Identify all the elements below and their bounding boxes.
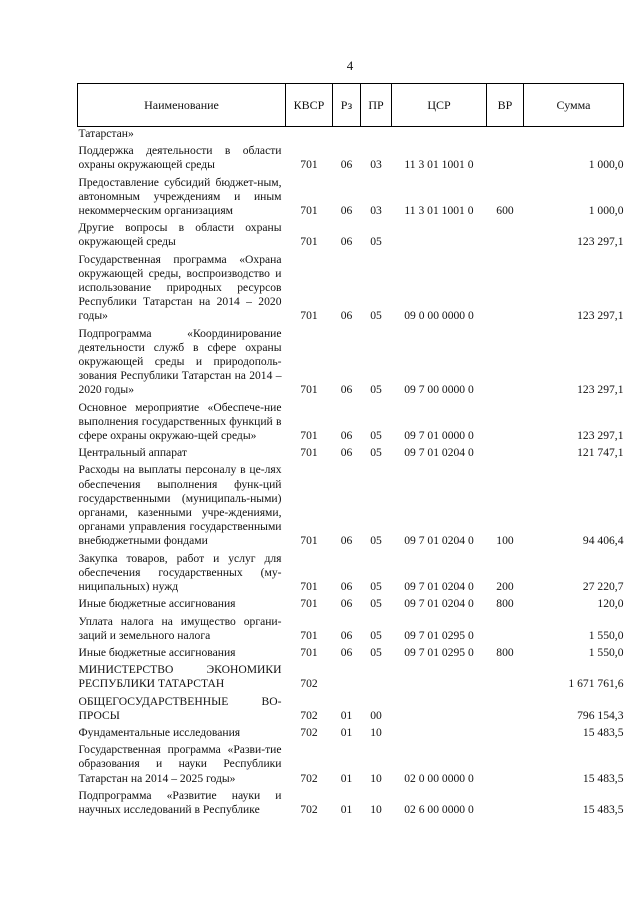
header-pr: ПР xyxy=(361,84,392,127)
cell-kvsr: 702 xyxy=(300,771,318,785)
cell-name: Центральный аппарат xyxy=(78,446,187,460)
cell-pr: 10 xyxy=(370,771,382,785)
cell-csr xyxy=(392,695,487,726)
cell-csr: 09 7 00 0000 0 xyxy=(404,383,474,397)
table-row xyxy=(78,743,624,789)
cell-kvsr: 701 xyxy=(300,645,318,659)
cell-csr: 09 7 01 0000 0 xyxy=(404,429,474,443)
cell-rz: 06 xyxy=(340,383,353,397)
cell-sum: 1 550,0 xyxy=(588,628,624,642)
table-row xyxy=(78,597,624,614)
table-row xyxy=(78,552,624,598)
cell-pr: 05 xyxy=(370,235,382,249)
cell-vr xyxy=(487,253,524,327)
header-kvsr: КВСР xyxy=(286,84,333,127)
table-row xyxy=(78,789,624,820)
cell-sum: 123 297,1 xyxy=(577,429,624,443)
cell-sum: 1 550,0 xyxy=(588,645,624,659)
cell-rz: 01 xyxy=(340,771,353,785)
cell-pr: 03 xyxy=(370,158,382,172)
cell-kvsr: 701 xyxy=(300,429,318,443)
header-vr: ВР xyxy=(487,84,524,127)
cell-sum: 123 297,1 xyxy=(577,383,624,397)
table-row xyxy=(78,646,624,663)
cell-rz: 01 xyxy=(340,708,353,722)
cell-sum: 1 000,0 xyxy=(588,204,624,218)
cell-kvsr xyxy=(286,127,333,145)
header-name: Наименование xyxy=(78,84,286,127)
cell-kvsr: 701 xyxy=(300,628,318,642)
cell-vr xyxy=(487,127,524,145)
cell-sum: 120,0 xyxy=(597,597,624,611)
table-row xyxy=(78,695,624,726)
cell-rz: 06 xyxy=(340,645,353,659)
cell-vr xyxy=(487,663,524,694)
cell-csr: 02 0 00 0000 0 xyxy=(404,771,474,785)
cell-csr xyxy=(392,663,487,694)
cell-name: Уплата налога на имущество органи-заций и земельного налога xyxy=(78,614,282,642)
table-row xyxy=(78,327,624,401)
table-header xyxy=(78,84,624,127)
cell-rz: 06 xyxy=(340,534,353,548)
cell-vr xyxy=(487,615,524,646)
cell-pr: 05 xyxy=(370,597,382,611)
table-row xyxy=(78,176,624,222)
cell-vr xyxy=(487,789,524,820)
cell-rz: 06 xyxy=(340,446,353,460)
cell-vr xyxy=(487,743,524,789)
table-row xyxy=(78,726,624,743)
cell-kvsr: 701 xyxy=(300,534,318,548)
budget-table xyxy=(77,83,624,820)
table-row xyxy=(78,253,624,327)
cell-name: Государственная программа «Разви-тие образования и науки Республики Татарстан на 2014 – 2025 годы» xyxy=(78,743,282,785)
cell-csr: 09 7 01 0204 0 xyxy=(404,597,474,611)
cell-csr: 09 7 01 0295 0 xyxy=(404,645,474,659)
cell-kvsr: 701 xyxy=(300,204,318,218)
cell-kvsr: 701 xyxy=(300,309,318,323)
cell-pr xyxy=(361,127,392,145)
cell-sum: 27 220,7 xyxy=(582,580,624,594)
cell-csr xyxy=(392,221,487,252)
table-row xyxy=(78,463,624,551)
cell-pr: 10 xyxy=(370,802,382,816)
cell-kvsr: 701 xyxy=(300,158,318,172)
table-row xyxy=(78,446,624,463)
cell-name: ОБЩЕГОСУДАРСТВЕННЫЕ ВО-ПРОСЫ xyxy=(78,694,282,722)
cell-pr: 10 xyxy=(370,725,382,739)
cell-csr: 09 7 01 0204 0 xyxy=(404,580,474,594)
table-row xyxy=(78,663,624,694)
cell-name: Татарстан» xyxy=(78,127,134,140)
cell-kvsr: 702 xyxy=(300,725,318,739)
table-row xyxy=(78,615,624,646)
table-row xyxy=(78,127,624,145)
cell-rz: 06 xyxy=(340,158,353,172)
cell-rz: 06 xyxy=(340,429,353,443)
cell-name: Подпрограмма «Координирование деятельности служб в сфере охраны окружающей среды и природополь-зования Республики Татарстан на 2014 – 2020 годы» xyxy=(78,326,282,397)
cell-vr xyxy=(487,726,524,743)
cell-pr: 03 xyxy=(370,204,382,218)
cell-name: Подпрограмма «Развитие науки и научных исследований в Республике xyxy=(78,788,282,816)
header-csr: ЦСР xyxy=(392,84,487,127)
cell-name: Другие вопросы в области охраны окружающей среды xyxy=(78,221,282,249)
cell-kvsr: 701 xyxy=(300,235,318,249)
cell-pr: 05 xyxy=(370,446,382,460)
cell-rz xyxy=(333,663,361,694)
cell-rz: 06 xyxy=(340,597,353,611)
cell-kvsr: 702 xyxy=(300,802,318,816)
cell-pr: 05 xyxy=(370,645,382,659)
cell-pr: 05 xyxy=(370,628,382,642)
cell-pr: 05 xyxy=(370,309,382,323)
cell-rz: 06 xyxy=(340,204,353,218)
cell-name: Государственная программа «Охрана окружающей среды, воспроизводство и использование природных ресурсов Республики Татарстан на 2014 – 2020 годы» xyxy=(78,252,282,323)
cell-vr: 600 xyxy=(496,204,514,218)
table-body xyxy=(78,127,624,821)
cell-sum: 15 483,5 xyxy=(582,725,624,739)
cell-csr: 11 3 01 1001 0 xyxy=(404,204,474,218)
cell-sum: 1 000,0 xyxy=(588,158,624,172)
cell-name: Поддержка деятельности в области охраны окружающей среды xyxy=(78,144,282,172)
cell-vr: 200 xyxy=(496,580,514,594)
header-rz: Рз xyxy=(333,84,361,127)
cell-rz: 06 xyxy=(340,580,353,594)
cell-kvsr: 702 xyxy=(300,677,318,691)
cell-vr xyxy=(487,446,524,463)
cell-sum xyxy=(524,127,624,145)
cell-sum: 123 297,1 xyxy=(577,309,624,323)
cell-sum: 15 483,5 xyxy=(582,802,624,816)
cell-pr: 05 xyxy=(370,534,382,548)
cell-sum: 94 406,4 xyxy=(582,534,624,548)
cell-vr: 100 xyxy=(496,534,514,548)
cell-csr: 11 3 01 1001 0 xyxy=(404,158,474,172)
cell-csr: 09 0 00 0000 0 xyxy=(404,309,474,323)
cell-csr: 09 7 01 0204 0 xyxy=(404,534,474,548)
cell-csr xyxy=(392,726,487,743)
cell-name: Иные бюджетные ассигнования xyxy=(78,597,236,611)
header-sum: Сумма xyxy=(524,84,624,127)
cell-name: Расходы на выплаты персоналу в це-лях обеспечения выполнения функ-ций государственными (муниципаль-ными) органами, казенными учре-ждениями, органами управления государственными внебюджетными фондами xyxy=(78,463,282,548)
cell-vr xyxy=(487,144,524,175)
cell-pr: 05 xyxy=(370,383,382,397)
cell-kvsr: 701 xyxy=(300,597,318,611)
cell-name: Предоставление субсидий бюджет-ным, автономным учреждениям и иным некоммерческим организациям xyxy=(78,175,282,218)
cell-sum: 15 483,5 xyxy=(582,771,624,785)
cell-vr xyxy=(487,221,524,252)
cell-name: Фундаментальные исследования xyxy=(78,725,241,739)
cell-kvsr: 701 xyxy=(300,580,318,594)
cell-pr: 05 xyxy=(370,429,382,443)
cell-sum: 1 671 761,6 xyxy=(568,677,624,691)
cell-rz: 01 xyxy=(340,725,353,739)
cell-rz: 06 xyxy=(340,628,353,642)
table-row xyxy=(78,221,624,252)
cell-rz: 06 xyxy=(340,235,353,249)
cell-name: Закупка товаров, работ и услуг для обеспечения государственных (му-ниципальных) нужд xyxy=(78,551,282,594)
cell-csr xyxy=(392,127,487,145)
cell-vr xyxy=(487,401,524,447)
cell-pr: 00 xyxy=(370,708,382,722)
cell-vr: 800 xyxy=(496,645,514,659)
cell-sum: 796 154,3 xyxy=(577,708,624,722)
cell-vr xyxy=(487,327,524,401)
cell-kvsr: 701 xyxy=(300,383,318,397)
cell-csr: 09 7 01 0204 0 xyxy=(404,446,474,460)
cell-rz: 06 xyxy=(340,309,353,323)
table-row xyxy=(78,401,624,447)
table-row xyxy=(78,144,624,175)
cell-csr: 09 7 01 0295 0 xyxy=(404,628,474,642)
cell-name: МИНИСТЕРСТВО ЭКОНОМИКИ РЕСПУБЛИКИ ТАТАРСТАН xyxy=(78,663,282,691)
cell-vr xyxy=(487,695,524,726)
cell-sum: 121 747,1 xyxy=(577,446,624,460)
cell-csr: 02 6 00 0000 0 xyxy=(404,802,474,816)
cell-rz: 01 xyxy=(340,802,353,816)
cell-name: Иные бюджетные ассигнования xyxy=(78,645,236,659)
cell-pr: 05 xyxy=(370,580,382,594)
cell-rz xyxy=(333,127,361,145)
cell-vr: 800 xyxy=(496,597,514,611)
cell-kvsr: 702 xyxy=(300,708,318,722)
cell-kvsr: 701 xyxy=(300,446,318,460)
page-number: 4 xyxy=(346,58,354,73)
cell-name: Основное мероприятие «Обеспече-ние выполнения государственных функций в сфере охраны окружаю-щей среды» xyxy=(78,400,282,443)
cell-pr xyxy=(361,663,392,694)
cell-sum: 123 297,1 xyxy=(577,235,624,249)
